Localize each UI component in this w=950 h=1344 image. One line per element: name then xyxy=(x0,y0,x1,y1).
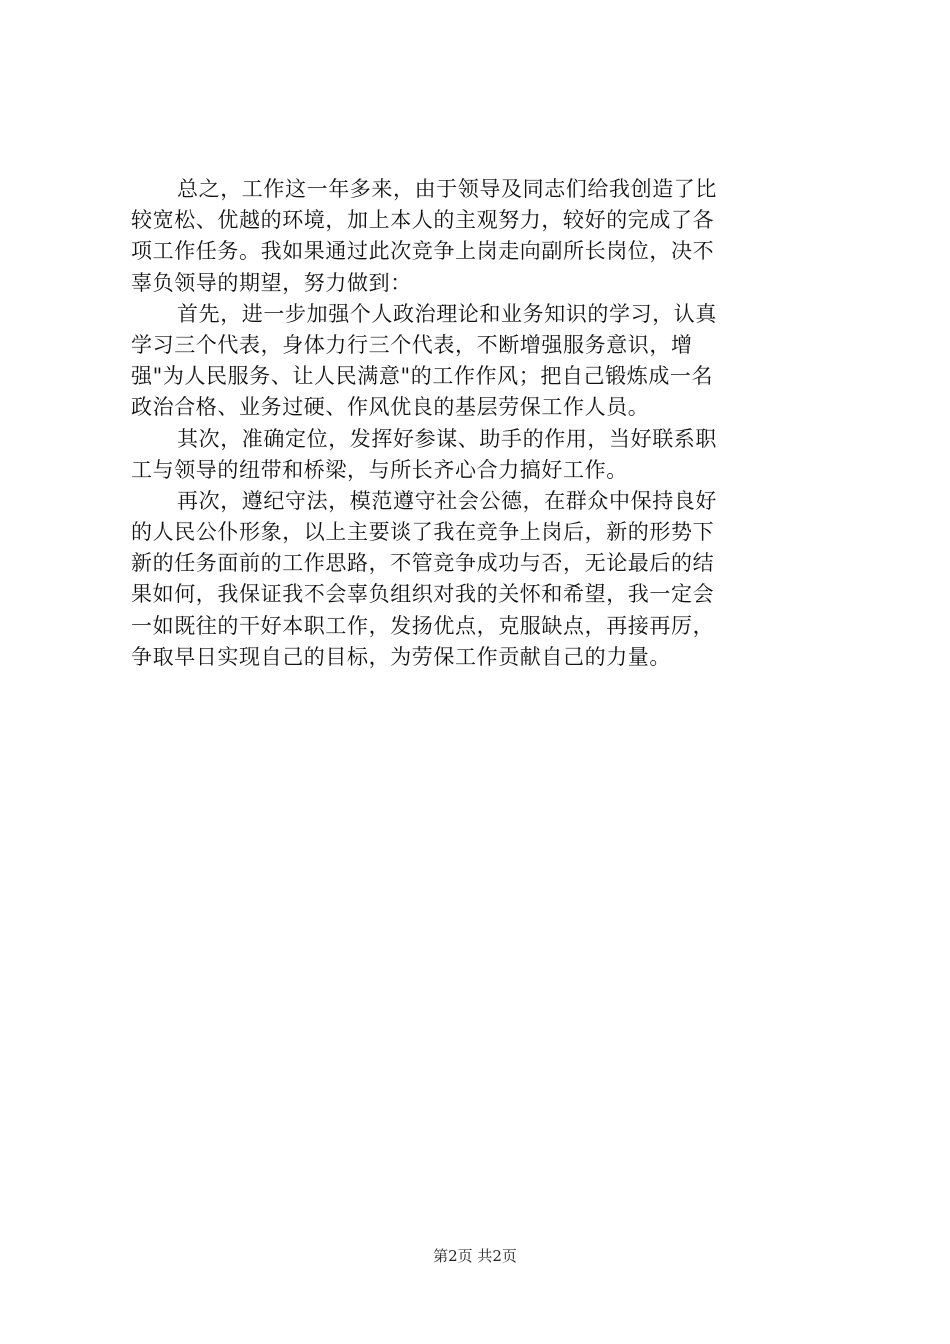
paragraph-1-line-3: 项工作任务。我如果通过此次竞争上岗走向副所长岗位，决不 xyxy=(131,239,715,264)
paragraph-4-line-5: 一如既往的干好本职工作，发扬优点，克服缺点，再接再厉， xyxy=(131,613,715,638)
page-footer xyxy=(0,1246,950,1266)
document-body xyxy=(131,174,833,673)
paragraph-4-line-4: 果如何，我保证我不会辜负组织对我的关怀和希望，我一定会 xyxy=(131,582,715,607)
paragraph-1-line-2: 较宽松、优越的环境，加上本人的主观努力，较好的完成了各 xyxy=(131,208,715,233)
paragraph-3-line-1: 其次，准确定位，发挥好参谋、助手的作用，当好联系职 xyxy=(177,426,717,451)
page-number-label: 第2页 共2页 xyxy=(433,1247,517,1265)
paragraph-4-line-3: 新的任务面前的工作思路，不管竞争成功与否，无论最后的结 xyxy=(131,551,715,576)
paragraph-2-line-2: 学习三个代表，身体力行三个代表，不断增强服务意识，增 xyxy=(131,332,693,357)
paragraph-1-line-4: 辜负领导的期望，努力做到： xyxy=(131,270,412,295)
paragraph-4-line-1: 再次，遵纪守法，模范遵守社会公德，在群众中保持良好 xyxy=(177,488,717,513)
paragraph-2-line-1: 首先，进一步加强个人政治理论和业务知识的学习，认真 xyxy=(177,301,717,326)
paragraph-2-line-3: 强"为人民服务、让人民满意"的工作作风；把自己锻炼成一名 xyxy=(131,364,714,389)
paragraph-1-line-1: 总之，工作这一年多来，由于领导及同志们给我创造了比 xyxy=(177,177,717,201)
paragraph-2-line-4: 政治合格、业务过硬、作风优良的基层劳保工作人员。 xyxy=(131,395,650,420)
paragraph-4-line-2: 的人民公仆形象，以上主要谈了我在竞争上岗后，新的形势下 xyxy=(131,520,715,545)
paragraph-4-line-6: 争取早日实现自己的目标，为劳保工作贡献自己的力量。 xyxy=(131,644,671,669)
paragraph-3-line-2: 工与领导的纽带和桥梁，与所长齐心合力搞好工作。 xyxy=(131,457,628,482)
